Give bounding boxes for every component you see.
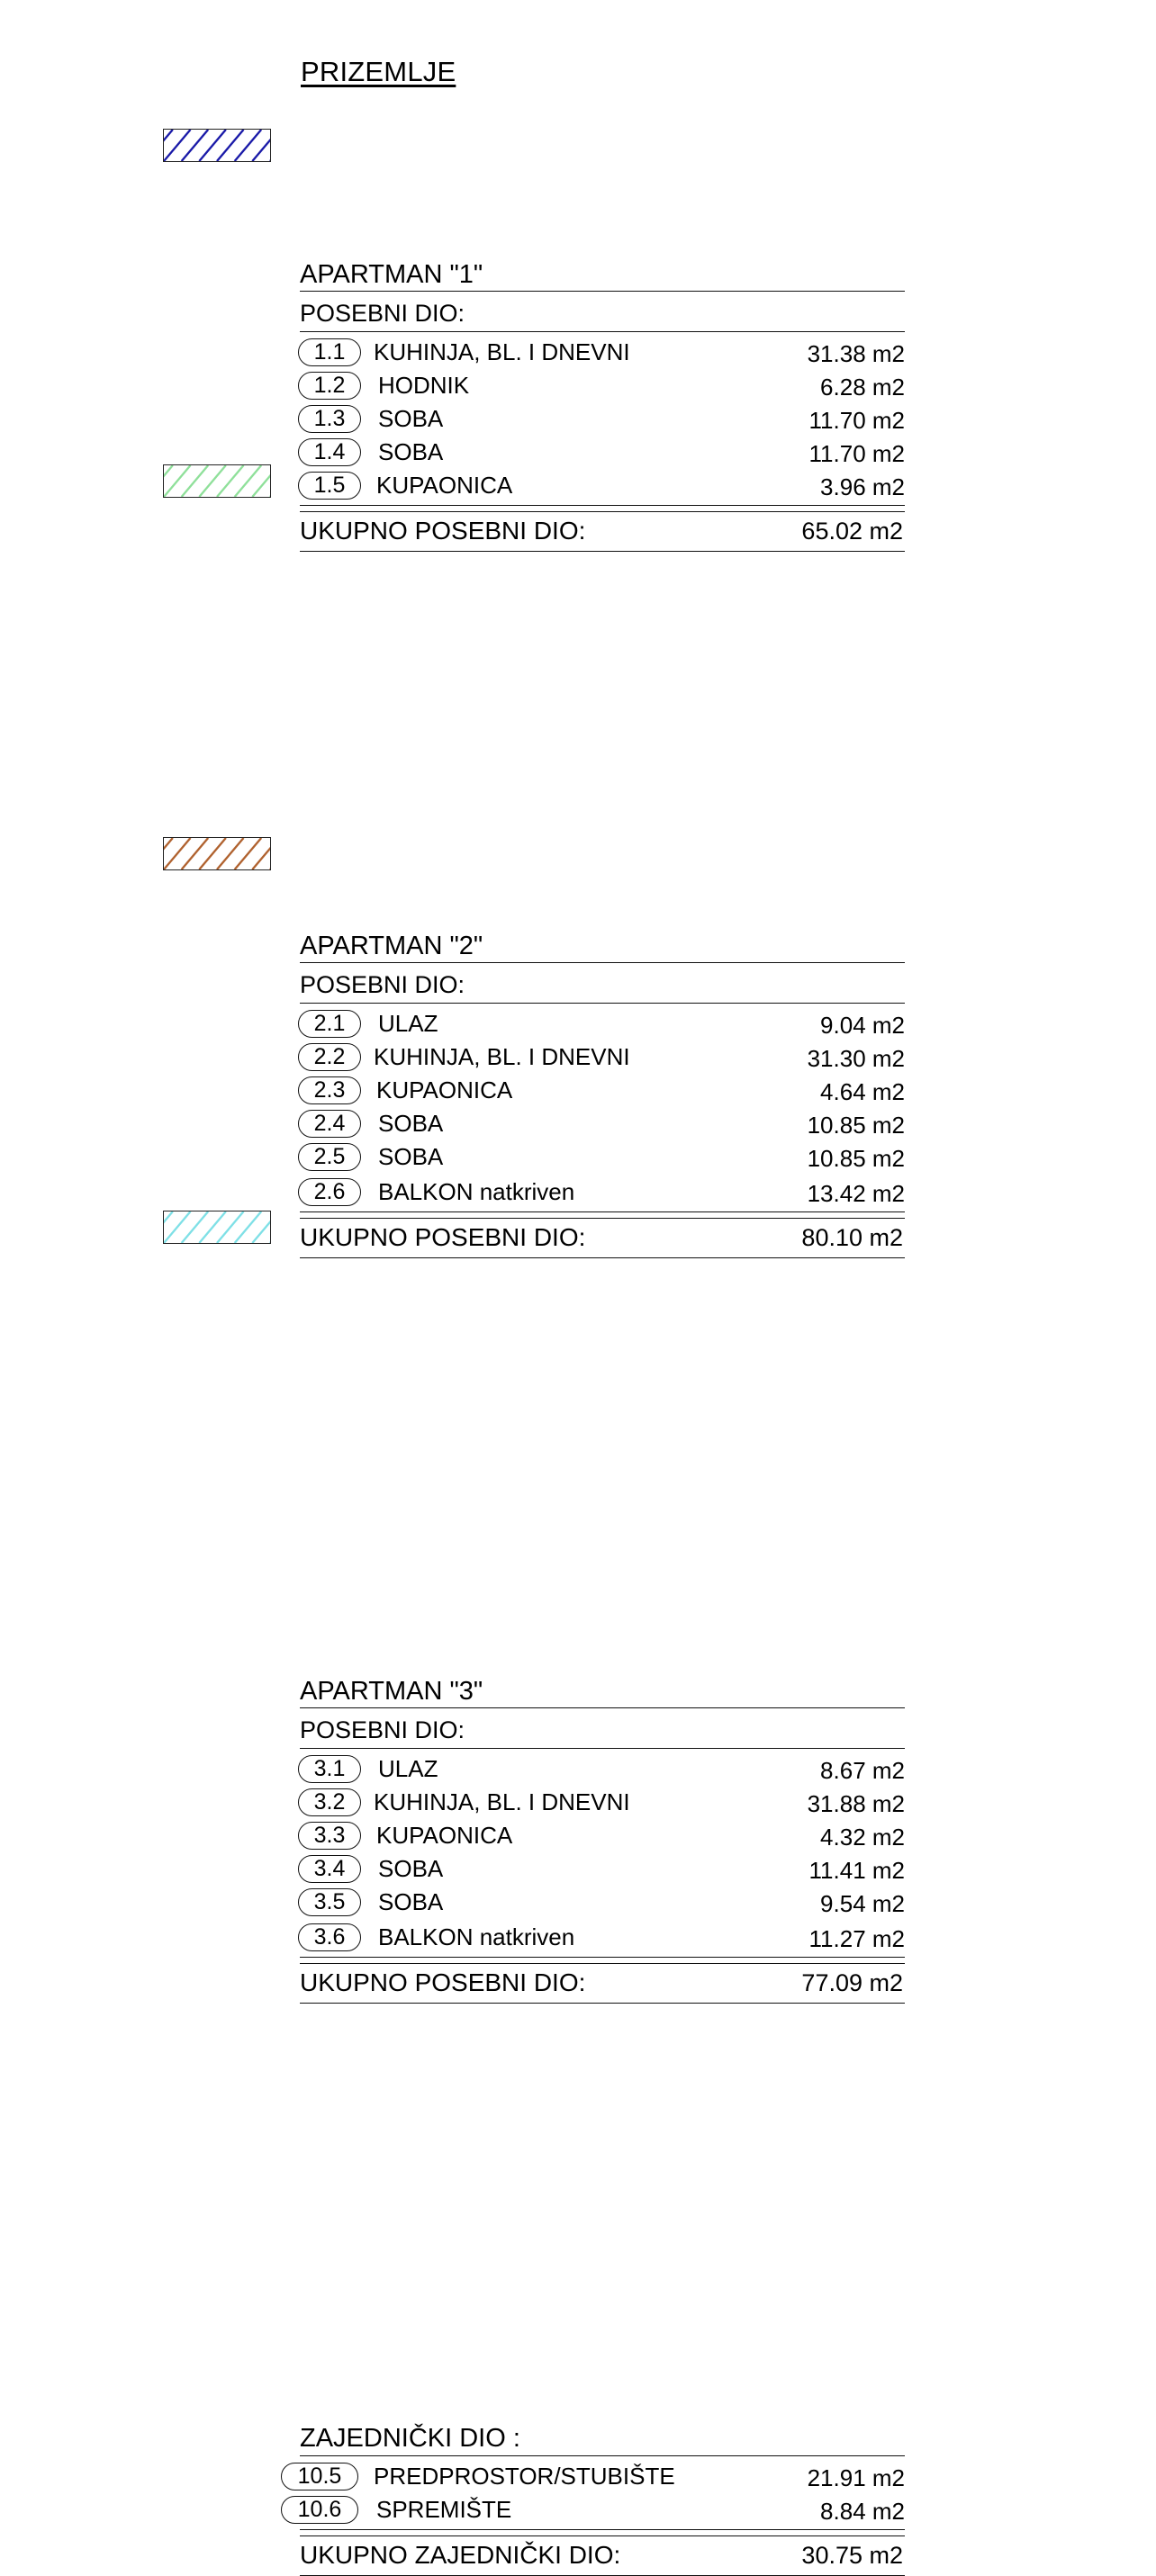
room-row bbox=[300, 1788, 905, 1822]
room-area: 10.85 m2 bbox=[807, 1145, 905, 1172]
room-number-badge: 3.5 bbox=[298, 1888, 361, 1916]
total-row bbox=[300, 1968, 905, 2004]
room-row bbox=[300, 1076, 905, 1110]
room-row bbox=[300, 405, 905, 438]
room-number-badge: 3.3 bbox=[298, 1822, 361, 1850]
room-area: 13.42 m2 bbox=[807, 1180, 905, 1207]
title-underline bbox=[300, 291, 905, 292]
subtitle-underline bbox=[300, 1748, 905, 1749]
section-subtitle: POSEBNI DIO: bbox=[300, 971, 465, 998]
subtitle-underline bbox=[300, 1003, 905, 1004]
room-row bbox=[300, 1010, 905, 1043]
room-row bbox=[300, 1043, 905, 1076]
total-value: 77.09 m2 bbox=[801, 1969, 903, 1996]
hatch-pattern-icon bbox=[164, 838, 270, 869]
room-area: 8.84 m2 bbox=[820, 2498, 905, 2525]
room-number-badge: 1.5 bbox=[298, 472, 361, 500]
section-subtitle: POSEBNI DIO: bbox=[300, 300, 465, 327]
room-area: 8.67 m2 bbox=[820, 1757, 905, 1784]
room-row bbox=[297, 2496, 905, 2529]
room-area: 6.28 m2 bbox=[820, 374, 905, 401]
hatch-line bbox=[252, 465, 270, 497]
room-number-badge: 3.6 bbox=[298, 1923, 361, 1951]
room-number-badge: 3.4 bbox=[298, 1855, 361, 1883]
room-name: ULAZ bbox=[378, 1755, 438, 1782]
hatch-pattern-icon bbox=[164, 130, 270, 161]
legend-swatch bbox=[163, 464, 271, 498]
room-name: SOBA bbox=[378, 405, 444, 432]
room-number-badge: 1.2 bbox=[298, 372, 361, 400]
total-label: UKUPNO POSEBNI DIO: bbox=[300, 517, 586, 545]
room-name: BALKON natkriven bbox=[378, 1178, 575, 1205]
room-area: 10.85 m2 bbox=[807, 1112, 905, 1139]
room-area: 3.96 m2 bbox=[820, 473, 905, 500]
room-row bbox=[300, 438, 905, 472]
total-value: 30.75 m2 bbox=[801, 2542, 903, 2569]
room-number-badge: 1.4 bbox=[298, 438, 361, 466]
total-underline bbox=[300, 2003, 905, 2004]
total-row bbox=[300, 2540, 905, 2576]
hatch-line bbox=[252, 838, 270, 869]
room-number-badge: 2.3 bbox=[298, 1076, 361, 1104]
room-area: 31.88 m2 bbox=[807, 1790, 905, 1817]
room-name: PREDPROSTOR/STUBIŠTE bbox=[374, 2463, 675, 2490]
total-label: UKUPNO POSEBNI DIO: bbox=[300, 1223, 586, 1251]
total-divider-bottom bbox=[300, 511, 905, 512]
hatch-line bbox=[252, 1211, 270, 1243]
room-name: KUHINJA, BL. I DNEVNI bbox=[374, 1788, 630, 1815]
page-title: PRIZEMLJE bbox=[301, 56, 456, 87]
total-label: UKUPNO POSEBNI DIO: bbox=[300, 1968, 586, 1996]
room-row bbox=[300, 1822, 905, 1855]
room-name: KUHINJA, BL. I DNEVNI bbox=[374, 338, 630, 365]
room-name: KUPAONICA bbox=[376, 472, 513, 499]
room-area: 21.91 m2 bbox=[807, 2464, 905, 2491]
hatch-pattern-icon bbox=[164, 1211, 270, 1243]
total-divider-top bbox=[300, 1211, 905, 1212]
room-number-badge: 1.3 bbox=[298, 405, 361, 433]
section-title: APARTMAN "1" bbox=[300, 260, 483, 289]
room-area: 11.70 m2 bbox=[808, 440, 905, 467]
room-row bbox=[300, 372, 905, 405]
room-row bbox=[300, 1755, 905, 1788]
room-number-badge: 1.1 bbox=[298, 338, 361, 366]
room-area: 31.30 m2 bbox=[807, 1045, 905, 1072]
hatch-pattern-icon bbox=[164, 465, 270, 497]
title-underline bbox=[300, 1707, 905, 1708]
total-divider-bottom bbox=[300, 2535, 905, 2536]
room-row bbox=[300, 1110, 905, 1143]
room-row bbox=[297, 2463, 905, 2496]
room-row bbox=[300, 1855, 905, 1888]
room-number-badge: 2.2 bbox=[298, 1043, 361, 1071]
room-area: 9.04 m2 bbox=[820, 1012, 905, 1039]
room-number-badge: 2.4 bbox=[298, 1110, 361, 1138]
section-title: APARTMAN "2" bbox=[300, 932, 483, 960]
room-name: ULAZ bbox=[378, 1010, 438, 1037]
room-row bbox=[300, 1143, 905, 1176]
total-divider-top bbox=[300, 1957, 905, 1958]
room-row bbox=[300, 1888, 905, 1922]
room-name: SOBA bbox=[378, 438, 444, 465]
total-divider-top bbox=[300, 505, 905, 506]
room-number-badge: 10.6 bbox=[281, 2496, 358, 2524]
room-name: SPREMIŠTE bbox=[376, 2496, 512, 2523]
room-name: KUPAONICA bbox=[376, 1076, 513, 1103]
room-number-badge: 2.6 bbox=[298, 1178, 361, 1206]
legend-swatch bbox=[163, 129, 271, 162]
room-number-badge: 10.5 bbox=[281, 2463, 358, 2490]
section-subtitle: POSEBNI DIO: bbox=[300, 1716, 465, 1743]
total-divider-bottom bbox=[300, 1963, 905, 1964]
legend-swatch bbox=[163, 837, 271, 870]
total-divider-top bbox=[300, 2529, 905, 2530]
room-area: 4.32 m2 bbox=[820, 1824, 905, 1851]
room-name: KUHINJA, BL. I DNEVNI bbox=[374, 1043, 630, 1070]
room-area: 31.38 m2 bbox=[807, 340, 905, 367]
total-row bbox=[300, 516, 905, 552]
total-label: UKUPNO ZAJEDNIČKI DIO: bbox=[300, 2541, 621, 2569]
room-name: SOBA bbox=[378, 1143, 444, 1170]
hatch-line bbox=[252, 130, 270, 161]
room-number-badge: 3.2 bbox=[298, 1788, 361, 1816]
room-name: KUPAONICA bbox=[376, 1822, 513, 1849]
room-number-badge: 3.1 bbox=[298, 1755, 361, 1783]
room-row bbox=[300, 1923, 905, 1957]
room-area: 11.70 m2 bbox=[808, 407, 905, 434]
title-underline bbox=[300, 2455, 905, 2456]
total-divider-bottom bbox=[300, 1218, 905, 1219]
room-row bbox=[300, 472, 905, 505]
room-name: SOBA bbox=[378, 1110, 444, 1137]
room-area: 9.54 m2 bbox=[820, 1890, 905, 1917]
total-row bbox=[300, 1222, 905, 1258]
room-name: SOBA bbox=[378, 1855, 444, 1882]
room-number-badge: 2.1 bbox=[298, 1010, 361, 1038]
total-underline bbox=[300, 1257, 905, 1258]
room-name: SOBA bbox=[378, 1888, 444, 1915]
room-area: 11.27 m2 bbox=[808, 1925, 905, 1952]
section-title: ZAJEDNIČKI DIO : bbox=[300, 2424, 520, 2453]
total-value: 65.02 m2 bbox=[801, 518, 903, 545]
subtitle-underline bbox=[300, 331, 905, 332]
total-value: 80.10 m2 bbox=[801, 1224, 903, 1251]
title-underline bbox=[300, 962, 905, 963]
legend-swatch bbox=[163, 1211, 271, 1244]
room-row bbox=[300, 338, 905, 372]
room-area: 11.41 m2 bbox=[808, 1857, 905, 1884]
total-underline bbox=[300, 551, 905, 552]
room-name: BALKON natkriven bbox=[378, 1923, 575, 1950]
section-title: APARTMAN "3" bbox=[300, 1677, 483, 1706]
room-name: HODNIK bbox=[378, 372, 470, 399]
room-area: 4.64 m2 bbox=[820, 1078, 905, 1105]
room-number-badge: 2.5 bbox=[298, 1143, 361, 1171]
room-row bbox=[300, 1178, 905, 1211]
